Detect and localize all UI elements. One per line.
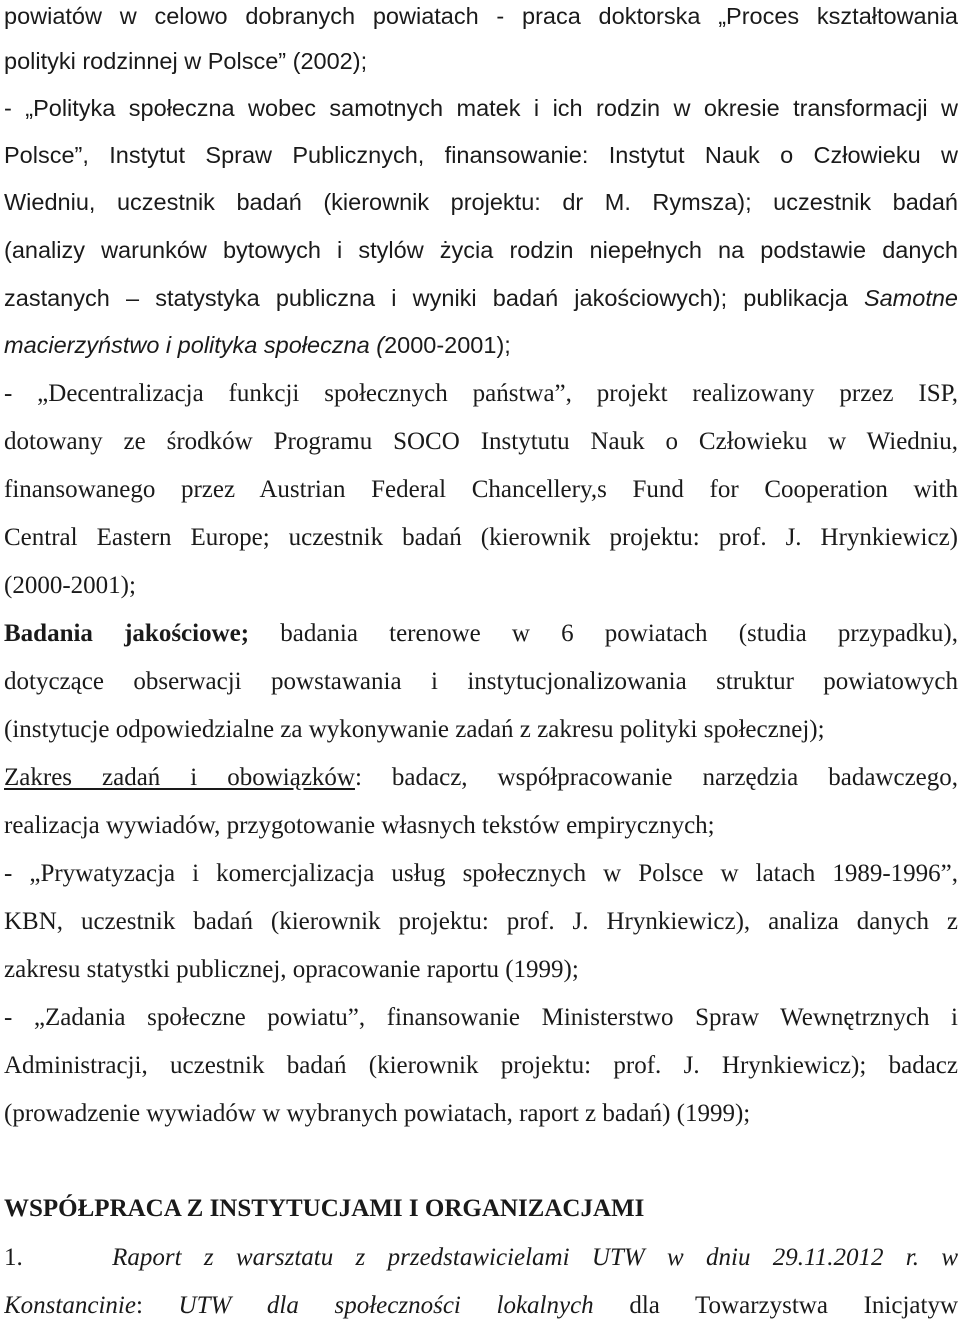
- text-line: powiatów w celowo dobranych powiatach - praca doktorska „Proces kształtowania: [4, 3, 958, 29]
- text-line: KBN, uczestnik badań (kierownik projektu: prof. J. Hrynkiewicz), analiza danych z: [4, 908, 958, 935]
- text-line: Badania jakościowe; badania terenowe w 6 powiatach (studia przypadku),: [4, 620, 958, 647]
- text-line: macierzyństwo i polityka społeczna (2000-2001);: [4, 332, 511, 358]
- text-line: finansowanego przez Austrian Federal Chancellery,s Fund for Cooperation with: [4, 476, 958, 503]
- text-line: (analizy warunków bytowych i stylów życia rodzin niepełnych na podstawie danych: [4, 237, 958, 263]
- text-line: dotowany ze środków Programu SOCO Instytutu Nauk o Człowieku w Wiedniu,: [4, 428, 958, 455]
- text-line: (instytucje odpowiedzialne za wykonywanie zadań z zakresu polityki społecznej);: [4, 716, 825, 743]
- text-line: dotyczące obserwacji powstawania i instytucjonalizowania struktur powiatowych: [4, 668, 958, 695]
- text-line: (prowadzenie wywiadów w wybranych powiatach, raport z badań) (1999);: [4, 1100, 751, 1127]
- section-heading: WSPÓŁPRACA Z INSTYTUCJAMI I ORGANIZACJAMI: [4, 1195, 645, 1222]
- text-line: zakresu statystki publicznej, opracowanie raportu (1999);: [4, 956, 579, 983]
- text-line: zastanych – statystyka publiczna i wyniki badań jakościowych); publikacja Samotne: [4, 285, 958, 311]
- text-line: - „Decentralizacja funkcji społecznych państwa”, projekt realizowany przez ISP,: [4, 380, 958, 407]
- list-item-continuation: Konstancinie: UTW dla społeczności lokalnych dla Towarzystwa Inicjatyw: [4, 1292, 958, 1319]
- text-line: Zakres zadań i obowiązków: badacz, współpracowanie narzędzia badawczego,: [4, 764, 958, 791]
- list-item-number: 1.: [4, 1244, 23, 1271]
- underlined-label: Zakres zadań i obowiązków: [4, 764, 355, 791]
- text-line: Administracji, uczestnik badań (kierownik projektu: prof. J. Hrynkiewicz); badacz: [4, 1052, 958, 1079]
- text-line: Polsce”, Instytut Spraw Publicznych, finansowanie: Instytut Nauk o Człowieku w: [4, 142, 958, 168]
- text-line: Wiedniu, uczestnik badań (kierownik projektu: dr M. Rymsza); uczestnik badań: [4, 189, 958, 215]
- text-line: - „Zadania społeczne powiatu”, finansowanie Ministerstwo Spraw Wewnętrznych i: [4, 1004, 958, 1031]
- text-line: (2000-2001);: [4, 572, 136, 599]
- text-line: realizacja wywiadów, przygotowanie własnych tekstów empirycznych;: [4, 812, 715, 839]
- bold-label: Badania jakościowe;: [4, 620, 250, 647]
- text-line: Central Eastern Europe; uczestnik badań (kierownik projektu: prof. J. Hrynkiewicz): [4, 524, 958, 551]
- list-item: 1. Raport z warsztatu z przedstawicielami UTW w dniu 29.11.2012 r. w: [4, 1244, 958, 1271]
- text-line: polityki rodzinnej w Polsce” (2002);: [4, 48, 368, 74]
- text-line: - „Polityka społeczna wobec samotnych matek i ich rodzin w okresie transformacji w: [4, 95, 958, 121]
- text-line: - „Prywatyzacja i komercjalizacja usług społecznych w Polsce w latach 1989-1996”,: [4, 860, 958, 887]
